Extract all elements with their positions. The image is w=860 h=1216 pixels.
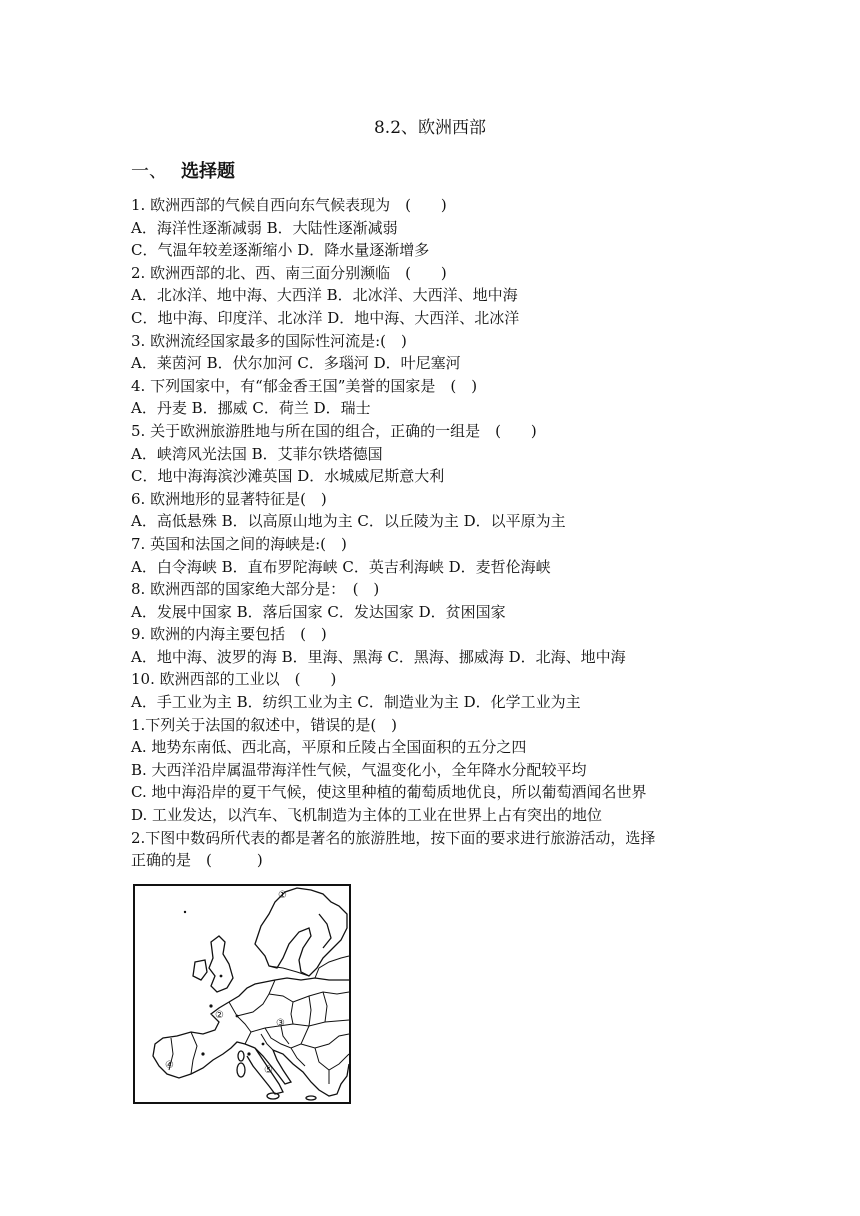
text-line: 10. 欧洲西部的工业以 ( ) [131, 670, 337, 689]
map-marker-2: ② [215, 1010, 224, 1021]
map-marker-5: ⑤ [264, 1065, 273, 1076]
text-line: C．气温年较差逐渐缩小 D．降水量逐渐增多 [131, 241, 430, 260]
text-line: D. 工业发达，以汽车、飞机制造为主体的工业在世界上占有突出的地位 [131, 806, 603, 825]
text-line: A．地中海、波罗的海 B．里海、黑海 C．黑海、挪威海 D．北海、地中海 [131, 647, 626, 666]
text-line: 4. 下列国家中，有“郁金香王国”美誉的国家是 ( ) [131, 376, 478, 395]
text-line: A．手工业为主 B．纺织工业为主 C．制造业为主 D．化学工业为主 [131, 693, 581, 712]
section-label: 选择题 [181, 161, 235, 182]
text-line: A．丹麦 B．挪威 C．荷兰 D．瑞士 [131, 399, 371, 418]
text-line: 2. 欧洲西部的北、西、南三面分别濒临 ( ) [131, 263, 447, 282]
text-line: A．高低悬殊 B．以高原山地为主 C．以丘陵为主 D．以平原为主 [131, 512, 566, 531]
map-marker-1: ① [278, 890, 287, 901]
text-line: A．北冰洋、地中海、大西洋 B．北冰洋、大西洋、地中海 [131, 286, 518, 305]
text-line: 1. 欧洲西部的气候自西向东气候表现为 ( ) [131, 196, 447, 214]
text-line: A. 地势东南低、西北高，平原和丘陵占全国面积的五分之四 [131, 738, 527, 757]
text-line: 1.下列关于法国的叙述中，错误的是( ) [131, 715, 398, 734]
map-marker-3: ③ [276, 1018, 285, 1029]
text-line: 正确的是 ( ) [131, 851, 263, 870]
text-line: 9. 欧洲的内海主要包括 ( ) [131, 625, 327, 644]
text-line: 5. 关于欧洲旅游胜地与所在国的组合，正确的一组是 ( ) [131, 421, 537, 440]
section-heading [131, 160, 235, 184]
text-line: 2.下图中数码所代表的都是著名的旅游胜地，按下面的要求进行旅游活动，选择 [131, 828, 656, 847]
text-line: B. 大西洋沿岸属温带海洋性气候，气温变化小，全年降水分配较平均 [131, 760, 587, 779]
text-line: C．地中海、印度洋、北冰洋 D．地中海、大西洋、北冰洋 [131, 308, 520, 327]
europe-map [133, 884, 351, 1104]
text-line: 8. 欧洲西部的国家绝大部分是： ( ) [131, 580, 380, 599]
text-line: 6. 欧洲地形的显著特征是( ) [131, 489, 327, 508]
text-line: A．峡湾风光法国 B．艾菲尔铁塔德国 [131, 444, 383, 463]
map-marker-4: ④ [165, 1060, 174, 1071]
text-line: A．莱茵河 B．伏尔加河 C．多瑙河 D．叶尼塞河 [131, 354, 461, 373]
text-line: C. 地中海沿岸的夏干气候，使这里种植的葡萄质地优良，所以葡萄酒闻名世界 [131, 783, 647, 802]
text-line: 3. 欧洲流经国家最多的国际性河流是:( ) [131, 331, 407, 350]
text-line: 7. 英国和法国之间的海峡是:( ) [131, 534, 347, 553]
section-number: 一、 [131, 161, 167, 182]
text-line: A．海洋性逐渐减弱 B．大陆性逐渐减弱 [131, 218, 398, 237]
question-list [131, 194, 741, 872]
page-title: 8.2、欧洲西部 [373, 118, 487, 138]
text-line: A．白令海峡 B．直布罗陀海峡 C．英吉利海峡 D．麦哲伦海峡 [131, 557, 551, 576]
text-line: C．地中海海滨沙滩英国 D．水城威尼斯意大利 [131, 467, 445, 486]
text-line: A．发展中国家 B．落后国家 C．发达国家 D．贫困国家 [131, 602, 506, 621]
